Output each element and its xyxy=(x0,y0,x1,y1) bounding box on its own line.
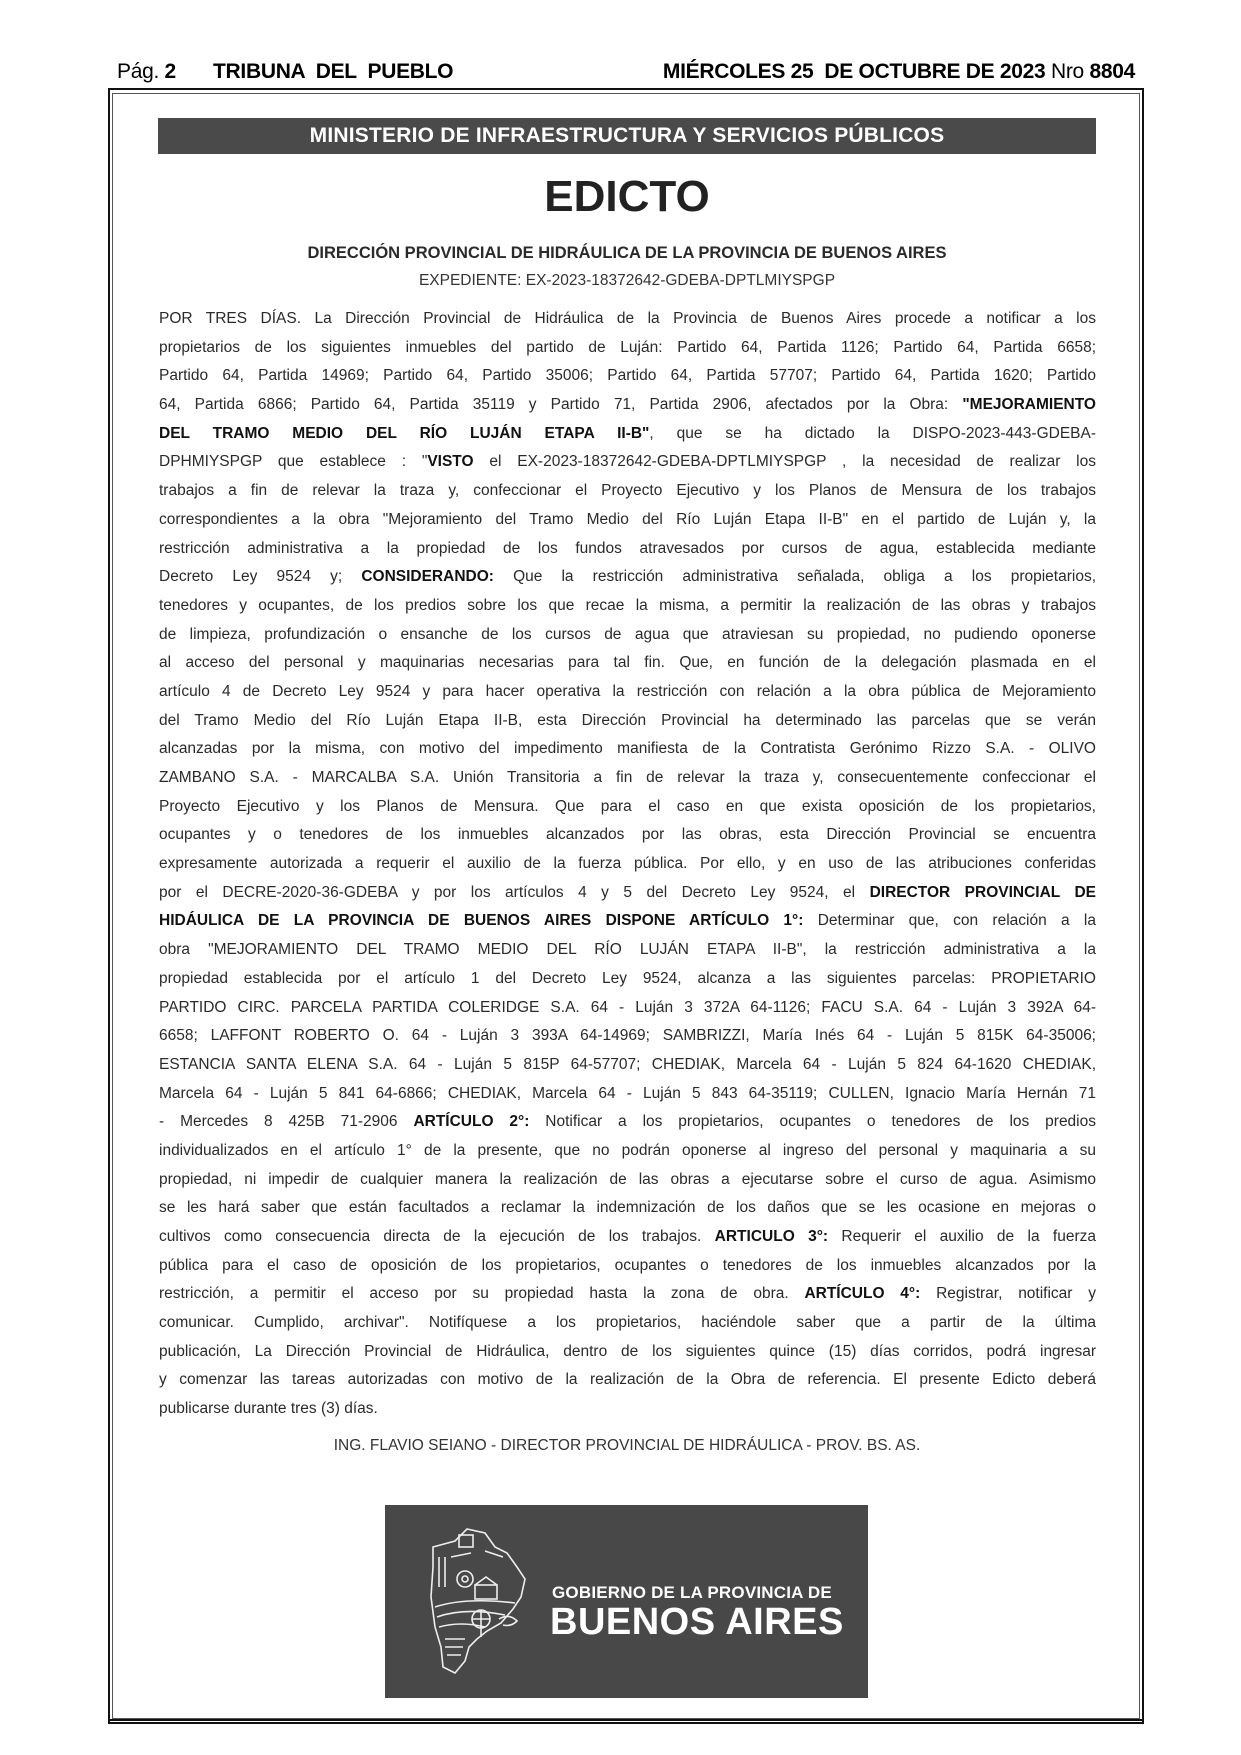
body-text: Marcela 64 - Luján 5 841 64-6866; CHEDIAK, Marcela 64 - Luján 5 843 64-35119; CULLEN, Ignacio María Hernán 71 xyxy=(159,1084,1096,1102)
page-label: Pág. xyxy=(117,60,159,83)
body-text: y comenzar las tareas autorizadas con motivo de la realización de la Obra de referencia. El presente Edicto deberá xyxy=(159,1371,1096,1389)
body-text: ocupantes y o tenedores de los inmuebles alcanzados por las obras, esta Dirección Provincial se encuentra xyxy=(159,826,1096,844)
logo-line1: GOBIERNO DE LA PROVINCIA DE xyxy=(552,1583,832,1602)
body-text: Partido 64, Partida 14969; Partido 64, Partido 35006; Partido 64, Partida 57707; Partido 64, Partida 1620; Partido xyxy=(159,367,1096,385)
body-text: Determinar que, con relación a la xyxy=(803,912,1096,930)
body-bold-text: DEL TRAMO MEDIO DEL RÍO LUJÁN ETAPA II-B" xyxy=(159,424,650,442)
issue-number: 8804 xyxy=(1089,60,1135,83)
notice-title: EDICTO xyxy=(544,172,710,221)
issue-label: Nro xyxy=(1050,60,1084,83)
logo-line2: BUENOS AIRES xyxy=(550,1601,844,1643)
body-text: artículo 4 de Decreto Ley 9524 y para hacer operativa la restricción con relación a la obra pública de Mejoramiento xyxy=(159,682,1096,700)
body-text: - Mercedes 8 425B 71-2906 xyxy=(159,1113,414,1131)
body-line xyxy=(159,1366,1096,1395)
body-text: 6658; LAFFONT ROBERTO O. 64 - Luján 3 393A 64-14969; SAMBRIZZI, María Inés 64 - Luján 5 815K 64-35006; xyxy=(159,1027,1096,1045)
body-text: restricción, a permitir el acceso por su propiedad hasta la zona de obra. xyxy=(159,1285,805,1303)
body-bold-text: ARTICULO 3°: xyxy=(714,1228,829,1245)
issue-date: MIÉRCOLES 25 DE OCTUBRE DE 2023 xyxy=(662,60,1046,83)
body-bold-text: ARTÍCULO 2°: xyxy=(413,1113,530,1131)
body-bold-text: HIDÁULICA DE LA PROVINCIA DE BUENOS AIRES DISPONE ARTÍCULO 1°: xyxy=(159,912,804,930)
body-line xyxy=(159,334,1096,363)
body-line xyxy=(159,1194,1096,1223)
body-line xyxy=(159,1108,1096,1137)
body-line xyxy=(159,592,1096,621)
body-line xyxy=(159,649,1096,678)
body-text: POR TRES DÍAS. La Dirección Provincial de Hidráulica de la Provincia de Buenos Aires procede a notificar a los xyxy=(159,310,1096,327)
body-text: propiedad, ni impedir de cualquier manera la realización de las obras a ejecutarse sobre el curso de agua. Asimismo xyxy=(159,1170,1096,1188)
body-line xyxy=(159,563,1096,592)
body-text: tenedores y ocupantes, de los predios sobre los que recae la misma, a permitir la realización de las obras y trabajos xyxy=(159,596,1096,614)
body-line xyxy=(159,1137,1096,1166)
province-map-icon xyxy=(425,1527,535,1677)
body-line xyxy=(159,1338,1096,1367)
page-header-right xyxy=(663,60,1135,84)
body-text: el EX-2023-18372642-GDEBA-DPTLMIYSPGP , la necesidad de realizar los xyxy=(473,453,1096,471)
body-line xyxy=(159,1051,1096,1080)
body-line xyxy=(159,1252,1096,1281)
body-text: por el DECRE-2020-36-GDEBA y por los artículos 4 y 5 del Decreto Ley 9524, el xyxy=(159,883,870,901)
body-text: Registrar, notificar y xyxy=(920,1285,1096,1303)
body-line xyxy=(159,1022,1096,1051)
body-text: ESTANCIA SANTA ELENA S.A. 64 - Luján 5 815P 64-57707; CHEDIAK, Marcela 64 - Luján 5 824 64-1620 CHEDIAK, xyxy=(159,1055,1096,1073)
body-text: correspondientes a la obra "Mejoramiento del Tramo Medio del Río Luján Etapa II-B" en el partido de Luján y, la xyxy=(159,510,1096,528)
body-line xyxy=(159,907,1096,936)
government-logo xyxy=(385,1505,868,1698)
body-line xyxy=(159,1080,1096,1109)
body-line xyxy=(159,621,1096,650)
page-header-left xyxy=(117,60,453,84)
body-text: restricción administrativa a la propiedad de los fundos atravesados por cursos de agua, establecida mediante xyxy=(159,539,1096,557)
body-line xyxy=(159,420,1096,449)
body-bold-text: CONSIDERANDO: xyxy=(361,568,494,586)
signature: ING. FLAVIO SEIANO - DIRECTOR PROVINCIAL DE HIDRÁULICA - PROV. BS. AS. xyxy=(333,1437,921,1454)
body-line xyxy=(159,1166,1096,1195)
body-line xyxy=(159,535,1096,564)
body-text: individualizados en el artículo 1° de la presente, que no podrán oponerse al ingreso del personal y maquinaria a su xyxy=(159,1141,1096,1159)
body-text: PARTIDO CIRC. PARCELA PARTIDA COLERIDGE S.A. 64 - Luján 3 372A 64-1126; FACU S.A. 64 - Luján 3 392A 64- xyxy=(159,998,1096,1016)
body-line xyxy=(159,936,1096,965)
body-bold-text: VISTO xyxy=(427,453,474,471)
body-bold-text: "MEJORAMIENTO xyxy=(962,396,1096,414)
body-text: Requerir el auxilio de la fuerza xyxy=(828,1228,1096,1245)
body-text: ZAMBANO S.A. - MARCALBA S.A. Unión Transitoria a fin de relevar la traza y, consecuentemente confeccionar el xyxy=(159,769,1096,786)
body-text: publicación, La Dirección Provincial de Hidráulica, dentro de los siguientes quince (15) días corridos, podrá ingresar xyxy=(159,1342,1096,1360)
body-text: Proyecto Ejecutivo y los Planos de Mensura. Que para el caso en que exista oposición de los propietarios, xyxy=(159,797,1096,815)
notice-body xyxy=(159,305,1096,1424)
body-line xyxy=(159,1395,1096,1424)
body-bold-text: DIRECTOR PROVINCIAL DE xyxy=(869,883,1096,901)
page-number: 2 xyxy=(164,60,176,83)
body-text: propietarios de los siguientes inmuebles del partido de Luján: Partido 64, Partida 1126; Partido 64, Partida 6658; xyxy=(159,338,1096,356)
ministry-banner: MINISTERIO DE INFRAESTRUCTURA Y SERVICIOS PÚBLICOS xyxy=(158,118,1096,154)
body-text: DPHMIYSPGP que establece : " xyxy=(159,453,428,471)
body-line xyxy=(159,965,1096,994)
body-text: cultivos como consecuencia directa de la ejecución de los trabajos. xyxy=(159,1228,715,1245)
body-line xyxy=(159,391,1096,420)
body-line xyxy=(159,448,1096,477)
body-line xyxy=(159,678,1096,707)
body-line xyxy=(159,850,1096,879)
body-bold-text: ARTÍCULO 4°: xyxy=(804,1285,921,1303)
page-bottom-rule xyxy=(108,1719,1144,1721)
body-line xyxy=(159,1280,1096,1309)
body-text: se les hará saber que están facultados a reclamar la indemnización de los daños que se les ocasione en mejoras o xyxy=(159,1199,1096,1217)
body-line xyxy=(159,477,1096,506)
body-text: obra "MEJORAMIENTO DEL TRAMO MEDIO DEL RÍO LUJÁN ETAPA II-B", la restricción administrativa a la xyxy=(159,941,1096,959)
body-line xyxy=(159,305,1096,334)
body-line xyxy=(159,506,1096,535)
body-line xyxy=(159,707,1096,736)
body-text: publicarse durante tres (3) días. xyxy=(159,1400,378,1418)
body-text: al acceso del personal y maquinarias necesarias para tal fin. Que, en función de la delegación plasmada en el xyxy=(159,654,1096,672)
body-line xyxy=(159,793,1096,822)
direction-heading: DIRECCIÓN PROVINCIAL DE HIDRÁULICA DE LA PROVINCIA DE BUENOS AIRES xyxy=(307,244,947,262)
newspaper-name: TRIBUNA DEL PUEBLO xyxy=(213,60,454,83)
body-line xyxy=(159,1309,1096,1338)
body-line xyxy=(159,879,1096,908)
body-text: , que se ha dictado la DISPO-2023-443-GDEBA- xyxy=(649,424,1096,442)
body-text: trabajos a fin de relevar la traza y, confeccionar el Proyecto Ejecutivo y los Planos de Mensura de los trabajos xyxy=(159,482,1096,500)
body-line xyxy=(159,764,1096,793)
body-text: expresamente autorizada a requerir el auxilio de la fuerza pública. Por ello, y en uso de las atribuciones conferidas xyxy=(159,855,1096,873)
body-line xyxy=(159,362,1096,391)
body-text: pública para el caso de oposición de los propietarios, ocupantes o tenedores de los inmuebles alcanzados por la xyxy=(159,1256,1096,1274)
body-text: alcanzadas por la misma, con motivo del impedimento manifiesta de la Contratista Gerónimo Rizzo S.A. - OLIVO xyxy=(159,740,1096,758)
body-text: del Tramo Medio del Río Luján Etapa II-B, esta Dirección Provincial ha determinado las parcelas que se verán xyxy=(159,711,1096,729)
body-text: propiedad establecida por el artículo 1 del Decreto Ley 9524, alcanza a las siguientes parcelas: PROPIETARIO xyxy=(159,969,1096,987)
body-text: 64, Partida 6866; Partido 64, Partida 35119 y Partido 71, Partida 2906, afectados por la Obra: xyxy=(159,396,963,414)
body-text: Notificar a los propietarios, ocupantes o tenedores de los predios xyxy=(529,1113,1096,1131)
body-line xyxy=(159,735,1096,764)
body-line xyxy=(159,821,1096,850)
body-text: Que la restricción administrativa señalada, obliga a los propietarios, xyxy=(493,568,1096,586)
body-line xyxy=(159,994,1096,1023)
body-text: Decreto Ley 9524 y; xyxy=(159,568,362,586)
body-text: comunicar. Cumplido, archivar". Notifíquese a los propietarios, haciéndole saber que a partir de la última xyxy=(159,1314,1096,1332)
body-line xyxy=(159,1223,1096,1252)
expediente-number: EXPEDIENTE: EX-2023-18372642-GDEBA-DPTLMIYSPGP xyxy=(418,272,836,289)
body-text: de limpieza, profundización o ensanche de los cursos de agua que atraviesan su propiedad, no pudiendo oponerse xyxy=(159,625,1096,643)
